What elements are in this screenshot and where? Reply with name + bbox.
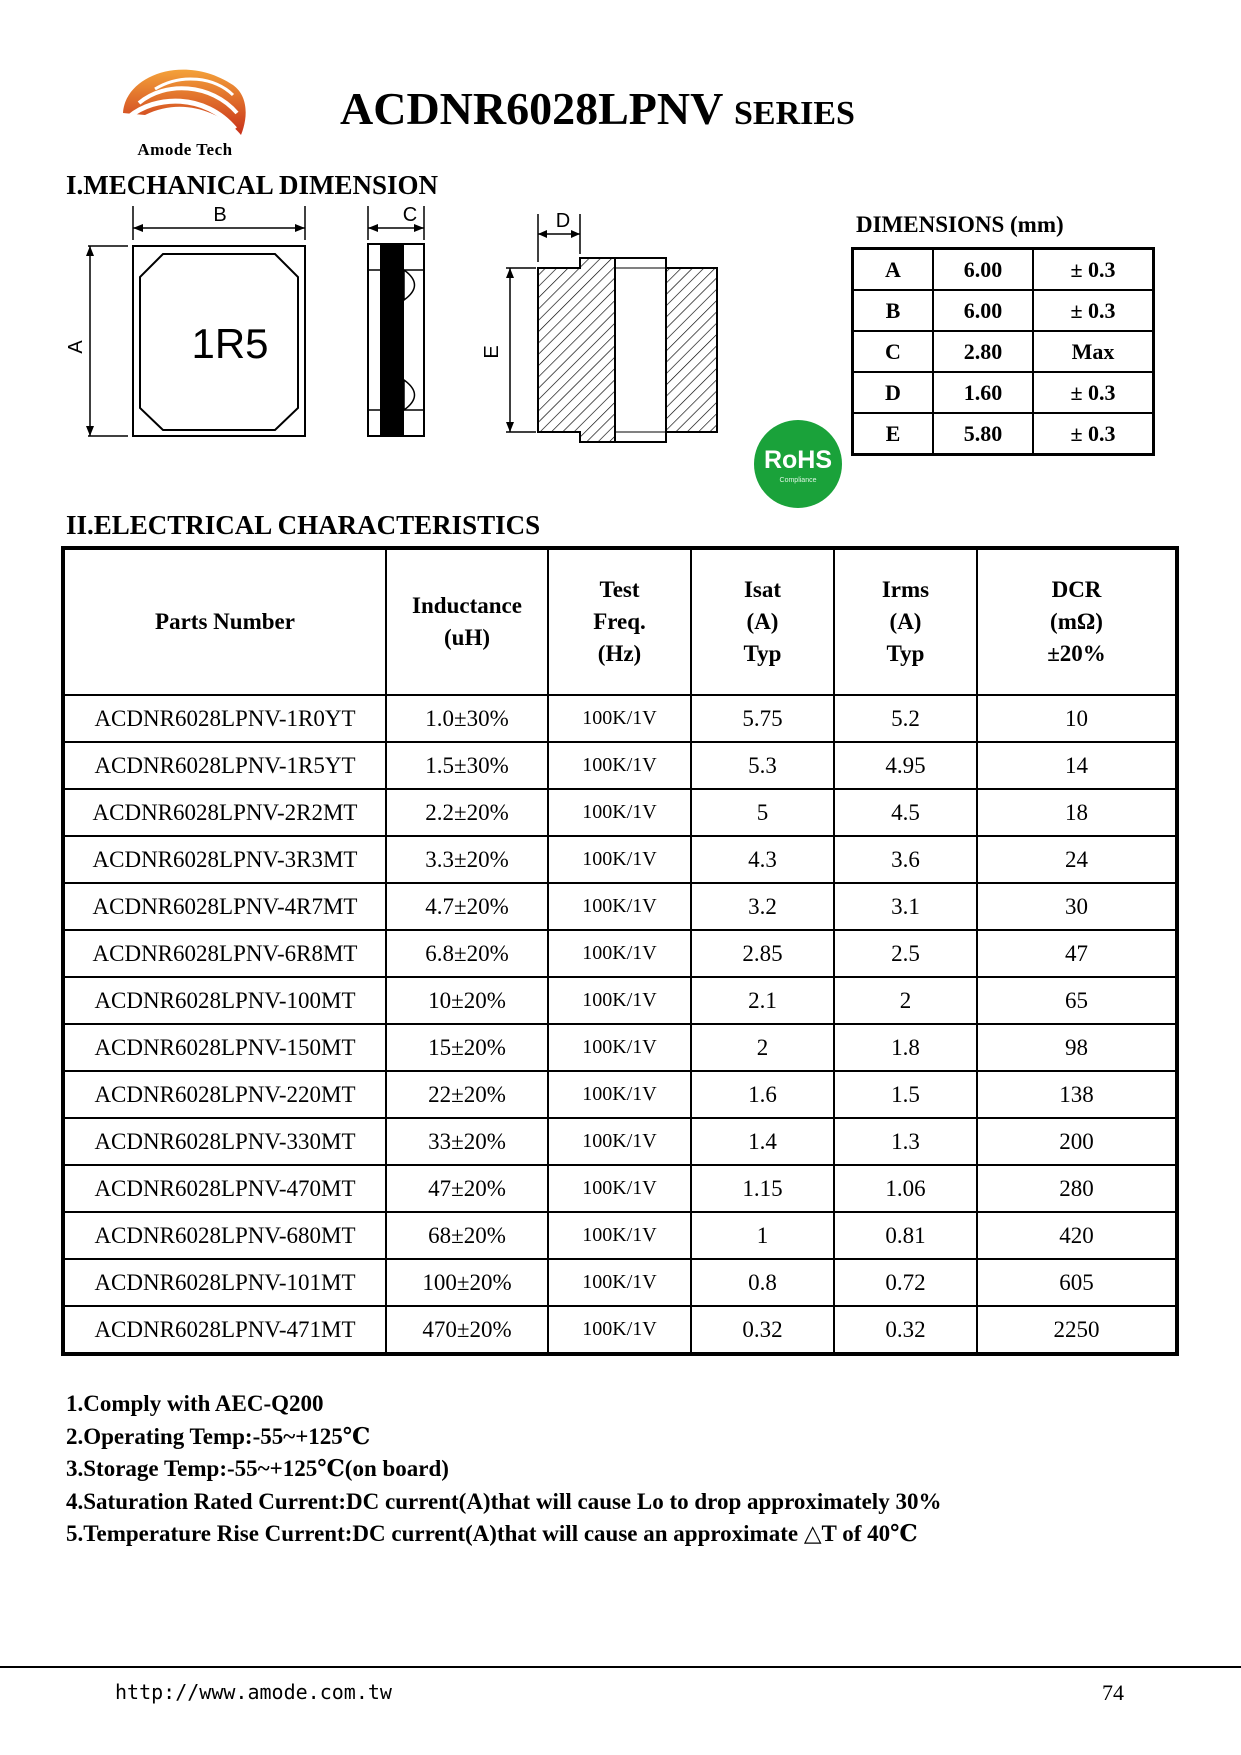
test-freq-cell: 100K/1V	[548, 883, 691, 930]
test-freq-cell: 100K/1V	[548, 1118, 691, 1165]
test-freq-cell: 100K/1V	[548, 836, 691, 883]
irms-cell: 4.95	[834, 742, 977, 789]
table-row	[63, 742, 1177, 789]
footer-url: http://www.amode.com.tw	[115, 1680, 392, 1704]
inductance-cell: 4.7±20%	[386, 883, 548, 930]
isat-cell: 5.75	[691, 695, 834, 742]
column-header-line: (uH)	[444, 625, 490, 650]
part-number-cell: ACDNR6028LPNV-100MT	[63, 977, 386, 1024]
note-item: 2.Operating Temp:-55~+125℃	[66, 1423, 371, 1449]
irms-cell: 0.81	[834, 1212, 977, 1259]
top-view	[65, 204, 305, 436]
table-row	[63, 1259, 1177, 1306]
column-header-line: ±20%	[1047, 641, 1106, 666]
test-freq-cell: 100K/1V	[548, 1212, 691, 1259]
table-row	[63, 789, 1177, 836]
electrical-table	[61, 546, 1179, 1356]
page-number: 74	[1102, 1680, 1124, 1705]
table-row	[63, 1024, 1177, 1071]
inductance-cell: 3.3±20%	[386, 836, 548, 883]
rohs-label: RoHS	[763, 446, 833, 474]
test-freq-cell: 100K/1V	[548, 1024, 691, 1071]
isat-cell: 5.3	[691, 742, 834, 789]
note-item: 4.Saturation Rated Current:DC current(A)that will cause Lo to drop approximately 30%	[66, 1488, 942, 1514]
column-header-line: Typ	[743, 641, 782, 666]
dimension-value-cell: 2.80	[933, 331, 1033, 372]
logo-text: Amode Tech	[137, 140, 233, 159]
dimension-name-cell: A	[853, 249, 934, 291]
dcr-cell: 138	[977, 1071, 1177, 1118]
side-view	[368, 204, 424, 436]
title-main: ACDNR6028LPNV	[340, 83, 723, 134]
column-header-line: (A)	[889, 609, 922, 634]
isat-cell: 0.32	[691, 1306, 834, 1354]
column-header-line: Freq.	[593, 609, 646, 634]
irms-cell: 2	[834, 977, 977, 1024]
section-view	[481, 210, 717, 442]
dimension-tolerance-cell: ± 0.3	[1033, 249, 1154, 291]
column-header	[691, 548, 834, 695]
isat-cell: 1.4	[691, 1118, 834, 1165]
dimension-tolerance-cell: Max	[1033, 331, 1154, 372]
dimension-value-cell: 6.00	[933, 249, 1033, 291]
inductance-cell: 1.0±30%	[386, 695, 548, 742]
dcr-cell: 10	[977, 695, 1177, 742]
inductance-cell: 6.8±20%	[386, 930, 548, 977]
dimension-name-cell: B	[853, 290, 934, 331]
mechanical-drawing	[65, 200, 750, 460]
isat-cell: 4.3	[691, 836, 834, 883]
dcr-cell: 47	[977, 930, 1177, 977]
dimension-name-cell: C	[853, 331, 934, 372]
dim-c-label: C	[402, 204, 418, 226]
irms-cell: 3.6	[834, 836, 977, 883]
isat-cell: 3.2	[691, 883, 834, 930]
part-number-cell: ACDNR6028LPNV-471MT	[63, 1306, 386, 1354]
test-freq-cell: 100K/1V	[548, 977, 691, 1024]
dimension-tolerance-cell: ± 0.3	[1033, 372, 1154, 413]
irms-cell: 4.5	[834, 789, 977, 836]
column-header-line: DCR	[1051, 577, 1102, 602]
footer-divider	[0, 1666, 1241, 1668]
test-freq-cell: 100K/1V	[548, 1306, 691, 1354]
dimension-row	[853, 249, 1154, 291]
column-header-line: (mΩ)	[1050, 609, 1103, 634]
column-header-line: (A)	[746, 609, 779, 634]
table-row	[63, 1165, 1177, 1212]
column-header-line: Irms	[881, 577, 930, 602]
column-header	[977, 548, 1177, 695]
isat-cell: 5	[691, 789, 834, 836]
part-number-cell: ACDNR6028LPNV-2R2MT	[63, 789, 386, 836]
irms-cell: 3.1	[834, 883, 977, 930]
isat-cell: 1.15	[691, 1165, 834, 1212]
inductance-cell: 33±20%	[386, 1118, 548, 1165]
column-header	[548, 548, 691, 695]
test-freq-cell: 100K/1V	[548, 742, 691, 789]
dimension-name-cell: D	[853, 372, 934, 413]
irms-cell: 1.5	[834, 1071, 977, 1118]
dcr-cell: 98	[977, 1024, 1177, 1071]
dcr-cell: 18	[977, 789, 1177, 836]
part-number-cell: ACDNR6028LPNV-220MT	[63, 1071, 386, 1118]
dcr-cell: 420	[977, 1212, 1177, 1259]
dcr-cell: 65	[977, 977, 1177, 1024]
dcr-cell: 200	[977, 1118, 1177, 1165]
section-electrical-title: II.ELECTRICAL CHARACTERISTICS	[66, 510, 541, 540]
part-number-cell: ACDNR6028LPNV-330MT	[63, 1118, 386, 1165]
dimension-value-cell: 6.00	[933, 290, 1033, 331]
inductance-cell: 68±20%	[386, 1212, 548, 1259]
note-item: 1.Comply with AEC-Q200	[66, 1391, 324, 1416]
part-number-cell: ACDNR6028LPNV-4R7MT	[63, 883, 386, 930]
part-number-cell: ACDNR6028LPNV-101MT	[63, 1259, 386, 1306]
inductance-cell: 1.5±30%	[386, 742, 548, 789]
column-header	[63, 548, 386, 695]
irms-cell: 5.2	[834, 695, 977, 742]
isat-cell: 1.6	[691, 1071, 834, 1118]
inductance-cell: 15±20%	[386, 1024, 548, 1071]
isat-cell: 2.1	[691, 977, 834, 1024]
irms-cell: 1.06	[834, 1165, 977, 1212]
irms-cell: 1.3	[834, 1118, 977, 1165]
inductance-cell: 47±20%	[386, 1165, 548, 1212]
isat-cell: 2.85	[691, 930, 834, 977]
part-number-cell: ACDNR6028LPNV-1R5YT	[63, 742, 386, 789]
notes-list	[66, 1388, 941, 1551]
column-header	[834, 548, 977, 695]
table-row	[63, 695, 1177, 742]
part-number-cell: ACDNR6028LPNV-3R3MT	[63, 836, 386, 883]
dcr-cell: 2250	[977, 1306, 1177, 1354]
test-freq-cell: 100K/1V	[548, 930, 691, 977]
test-freq-cell: 100K/1V	[548, 1071, 691, 1118]
irms-cell: 2.5	[834, 930, 977, 977]
irms-cell: 1.8	[834, 1024, 977, 1071]
table-row	[63, 1306, 1177, 1354]
dim-a-label: A	[65, 340, 87, 354]
test-freq-cell: 100K/1V	[548, 1259, 691, 1306]
rohs-badge	[752, 418, 844, 510]
dimension-row	[853, 331, 1154, 372]
dcr-cell: 280	[977, 1165, 1177, 1212]
test-freq-cell: 100K/1V	[548, 1165, 691, 1212]
dcr-cell: 605	[977, 1259, 1177, 1306]
inductance-cell: 470±20%	[386, 1306, 548, 1354]
table-row	[63, 883, 1177, 930]
isat-cell: 0.8	[691, 1259, 834, 1306]
dim-b-label: B	[213, 204, 227, 226]
irms-cell: 0.72	[834, 1259, 977, 1306]
table-header-row	[63, 548, 1177, 695]
table-row	[63, 1071, 1177, 1118]
irms-cell: 0.32	[834, 1306, 977, 1354]
column-header-line: Test	[599, 577, 640, 602]
dimension-name-cell: E	[853, 413, 934, 455]
title-suffix: SERIES	[734, 95, 855, 132]
dimension-tolerance-cell: ± 0.3	[1033, 290, 1154, 331]
dimensions-title: DIMENSIONS (mm)	[856, 212, 1064, 237]
test-freq-cell: 100K/1V	[548, 789, 691, 836]
table-row	[63, 977, 1177, 1024]
dim-e-label: E	[481, 345, 503, 359]
table-row	[63, 1212, 1177, 1259]
dimension-row	[853, 290, 1154, 331]
dcr-cell: 30	[977, 883, 1177, 930]
column-header-line: Parts Number	[155, 609, 295, 634]
page-title	[340, 82, 855, 135]
marking-label: 1R5	[191, 320, 269, 367]
inductance-cell: 100±20%	[386, 1259, 548, 1306]
note-item: 5.Temperature Rise Current:DC current(A)that will cause an approximate △T of 40℃	[66, 1521, 918, 1546]
column-header	[386, 548, 548, 695]
part-number-cell: ACDNR6028LPNV-680MT	[63, 1212, 386, 1259]
inductance-cell: 10±20%	[386, 977, 548, 1024]
isat-cell: 2	[691, 1024, 834, 1071]
part-number-cell: ACDNR6028LPNV-1R0YT	[63, 695, 386, 742]
part-number-cell: ACDNR6028LPNV-150MT	[63, 1024, 386, 1071]
dcr-cell: 14	[977, 742, 1177, 789]
column-header-line: Isat	[743, 577, 782, 602]
rohs-sub-label: Compliance	[779, 477, 817, 484]
dimension-tolerance-cell: ± 0.3	[1033, 413, 1154, 455]
inductance-cell: 2.2±20%	[386, 789, 548, 836]
dimension-value-cell: 1.60	[933, 372, 1033, 413]
dim-d-label: D	[555, 210, 571, 232]
table-row	[63, 836, 1177, 883]
note-item: 3.Storage Temp:-55~+125℃(on board)	[66, 1456, 449, 1481]
dimension-value-cell: 5.80	[933, 413, 1033, 455]
table-row	[63, 930, 1177, 977]
isat-cell: 1	[691, 1212, 834, 1259]
column-header-line: Typ	[886, 641, 925, 666]
section-mechanical-title: I.MECHANICAL DIMENSION	[66, 170, 439, 200]
column-header-line: Inductance	[412, 593, 522, 618]
test-freq-cell: 100K/1V	[548, 695, 691, 742]
part-number-cell: ACDNR6028LPNV-6R8MT	[63, 930, 386, 977]
part-number-cell: ACDNR6028LPNV-470MT	[63, 1165, 386, 1212]
dimension-row	[853, 372, 1154, 413]
column-header-line: (Hz)	[597, 641, 642, 666]
dcr-cell: 24	[977, 836, 1177, 883]
dimensions-table	[851, 247, 1155, 456]
dimension-row	[853, 413, 1154, 455]
inductance-cell: 22±20%	[386, 1071, 548, 1118]
table-row	[63, 1118, 1177, 1165]
